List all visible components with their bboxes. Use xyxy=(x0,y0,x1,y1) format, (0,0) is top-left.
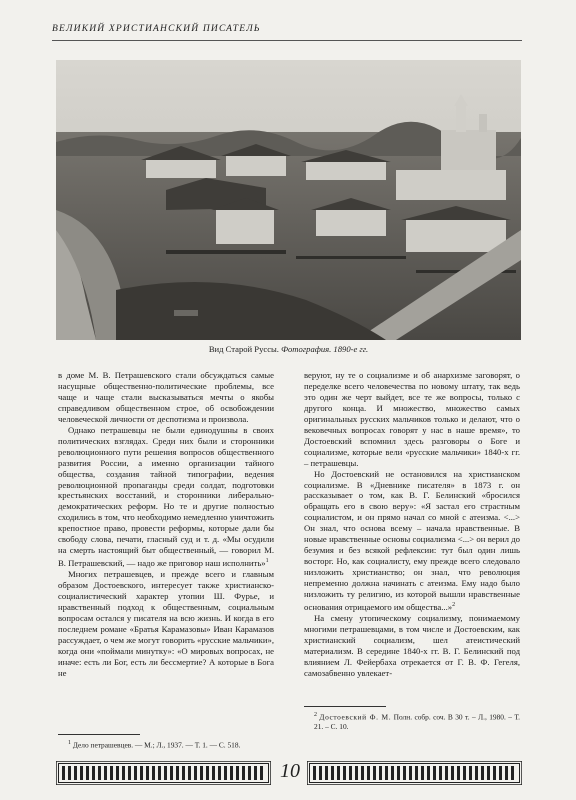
footer-ornament-right xyxy=(307,761,522,785)
footnote-author: Достоевский Ф. М. xyxy=(319,712,392,722)
paragraph: Однако петрашевцы не были единодушны в своих политических взглядах. Среди них были и сторонники революционного пути решения вопросов общественного развития России, а именно организации тайного общества, создания тайной типографии, ведения революционной пропаганды среди солдат, подготовки крестьянских восстаний, и сторонники либерально-демократических реформ. Но те и другие полностью сходились в том, что необходимо немедленно уничтожить крепостное право, провести реформы, которые дали бы свободу слова, печати, гласный суд и т. д. «Мы осудили на смерть настоящий быт общественный, — говорил М. В. Петрашевский, — надо же приговор наш исполнить»$^1$ xyxy=(58,424,274,569)
footnote xyxy=(304,711,520,731)
footnote-text: Дело петрашевцев. — М.; Л., 1937. — Т. 1. — С. 518. xyxy=(72,740,241,750)
footnote-marker: 1 xyxy=(68,740,71,746)
photo-old-russa-town-view-icon xyxy=(56,60,521,340)
page-number: 10 xyxy=(280,760,300,782)
paragraph: Многих петрашевцев, и прежде всего и главным образом Достоевского, интересует также христианско-социалистический характер утопии Ш. Фурье, и нравственный подход к общественным, социальным вопросам остался у писателя на всю жизнь. И когда в его последнем романе «Братья Карамазовы» Иван Карамазов рассуждает, о чем же могут говорить «русские мальчики», когда они «поймали минутку»: «О мировых вопросах, не иначе: есть ли Бог, есть ли бессмертие? А которые в Бога не xyxy=(58,569,274,678)
header-rule xyxy=(52,40,522,41)
footnote xyxy=(58,739,274,750)
right-column xyxy=(304,370,520,731)
town-photo xyxy=(56,60,521,340)
running-title: ВЕЛИКИЙ ХРИСТИАНСКИЙ ПИСАТЕЛЬ xyxy=(52,24,261,34)
paragraph: в доме М. В. Петрашевского стали обсуждаться самые насущные общественно-политические проблемы, все чаще и чаще стали высказываться мечты о якобы справедливом общественном строе, об освобождении человеческой личности от деспотизма и произвола. xyxy=(58,370,274,424)
footnote-ref: 1 xyxy=(265,558,269,565)
footnote-text: Полн. собр. соч. В 30 т. – Л., 1980. – Т. 21. – С. 10. xyxy=(314,712,520,731)
footnote-rule xyxy=(58,734,140,735)
greek-key-border-ornament-icon xyxy=(56,761,271,785)
footnote-marker: 2 xyxy=(314,712,317,718)
paragraph: На смену утопическому социализму, понимаемому многими петрашевцами, в том числе и Достоевским, как христианский социализм, шел атеистический материализм. В середине 1840-х гг. В. Г. Белинский под влиянием Л. Фейербаха отрекается от Г. В. Ф. Гегеля, самозабвенно увлекает- xyxy=(304,612,520,678)
footnote-ref: 2 xyxy=(452,602,456,609)
photo-caption xyxy=(56,344,521,354)
footnote-rule xyxy=(304,706,386,707)
paragraph: веруют, ну те о социализме и об анархизме заговорят, о переделке всего человечества по новому штату, так ведь это один же черт выйдет, все те же вопросы, только с другого конца. И множество, множество самых оригинальных русских мальчиков только и делают, что о вековечных вопросах говорят у нас в наше время», то Достоевский вспомнил здесь разговоры о Боге и социализме, которые вели «русские мальчики» 1840-х гг. – петрашевцы. xyxy=(304,370,520,468)
left-column xyxy=(58,370,274,750)
paragraph: Но Достоевский не остановился на христианском социализме. В «Дневнике писателя» в 1873 г. он рассказывает о том, как В. Г. Белинский «бросился обращать его в свою веру»: «Я застал его страстным социалистом, и он прямо начал со мной с атеизма. <...> Он знал, что основа всему – начала нравственные. В новые нравственные основы социализма <...> он верил до безумия и без всякой рефлексии: тут был один лишь восторг. Но, как социалисту, ему прежде всего следовало низложить христианство; он знал, что революция непременно должна начинать с атеизма. Ему надо было низложить ту религию, из которой вышли нравственные основания отрицаемого им общества...»$^2$ xyxy=(304,468,520,612)
footer-ornament-left xyxy=(56,761,271,785)
greek-key-border-ornament-icon xyxy=(307,761,522,785)
caption-text: Вид Старой Руссы. xyxy=(208,344,282,354)
running-header xyxy=(52,24,522,34)
caption-italic: Фотография. 1890-е гг. xyxy=(281,344,369,354)
